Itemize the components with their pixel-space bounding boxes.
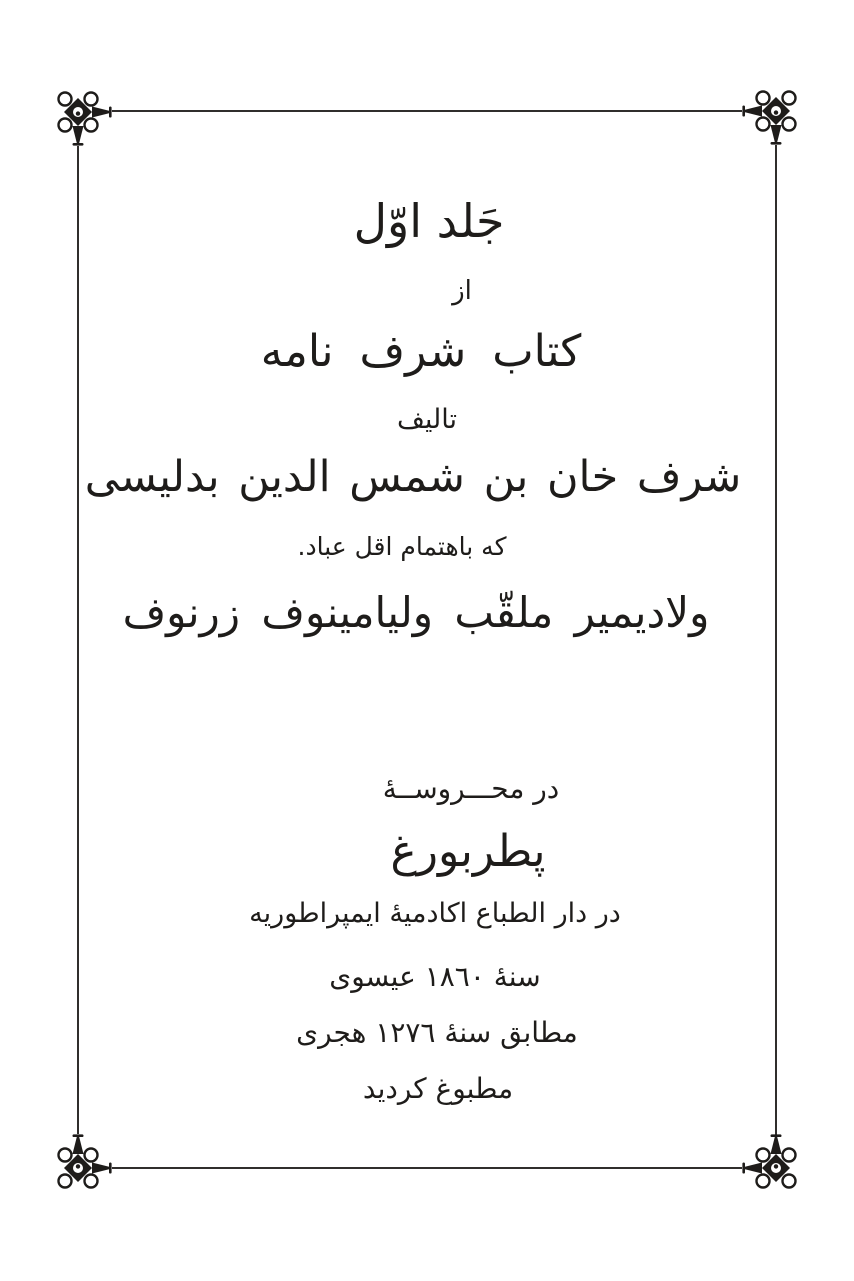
authored-by-word: تاليف bbox=[396, 404, 458, 435]
place-intro-line: در محـــروســهٔ bbox=[382, 772, 560, 805]
corner-rosette-top-right-icon bbox=[716, 51, 836, 171]
hijri-year-line: مطابق سنهٔ ١٢٧٦ هجرى bbox=[296, 1016, 578, 1049]
frame-line-bottom bbox=[112, 1167, 742, 1169]
volume-title: جَلد اوّل bbox=[353, 194, 505, 248]
editor-name: ولاديمير ملقّب وليامينوف زرنوف bbox=[122, 588, 710, 637]
christian-year-line: سنهٔ ١٨٦٠ عيسوى bbox=[329, 960, 541, 993]
printed-line: مطبوغ كرديد bbox=[362, 1072, 514, 1105]
city-name: پطربورغ bbox=[390, 826, 546, 877]
printing-house-line: در دار الطباع اكادميهٔ ايمپراطوريه bbox=[249, 898, 621, 929]
corner-rosette-bottom-right-icon bbox=[716, 1108, 836, 1228]
book-title: كتاب شرف نامه bbox=[260, 326, 582, 377]
author-name: شرف خان بن شمس الدين بدليسى bbox=[84, 452, 742, 502]
from-word: از bbox=[452, 276, 472, 306]
corner-rosette-top-left-icon bbox=[18, 52, 138, 172]
corner-rosette-bottom-left-icon bbox=[18, 1108, 138, 1228]
frame-line-top bbox=[112, 110, 742, 112]
editor-intro-line: كه باهتمام اقل عباد. bbox=[297, 532, 507, 561]
